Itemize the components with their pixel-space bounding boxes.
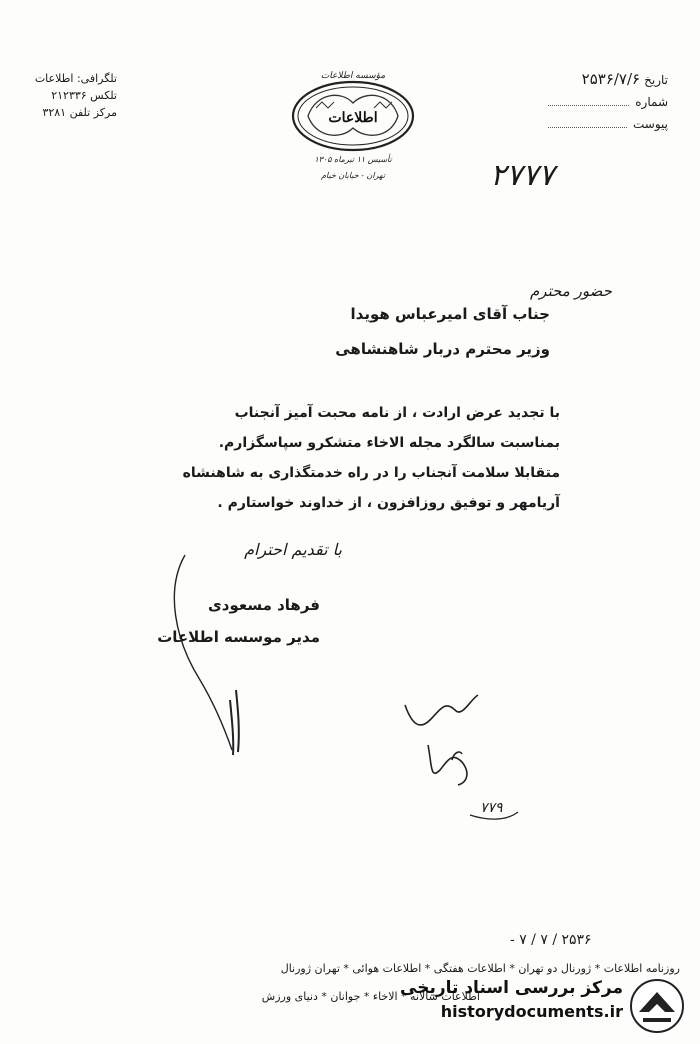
- footer-publications-line1: روزنامه اطلاعات * ژورنال دو تهران * اطلاعات هفتگی * اطلاعات هوائی * تهران ژورنال: [280, 962, 680, 975]
- body-line: بمناسبت سالگرد مجله الاخاء متشکرو سپاسگزارم.: [218, 435, 560, 451]
- signature-stroke: [174, 555, 232, 750]
- emblem-top-text: مؤسسه اطلاعات: [320, 71, 386, 81]
- archive-logo-icon: [629, 978, 685, 1034]
- signatory-name: فرهاد مسعودی: [208, 596, 320, 614]
- attachment-label: پیوست: [633, 117, 668, 131]
- closing-phrase: با تقدیم احترام: [244, 540, 342, 559]
- body-line: متقابلا سلامت آنجناب را در راه خدمتگذاری به شاهنشاه: [182, 465, 560, 481]
- archive-watermark: [400, 978, 695, 1038]
- body-line: آریامهر و توفیق روزافزون ، از خداوند خواستارم .: [217, 495, 560, 511]
- body-line: با تجدید عرض ارادت ، از نامه محبت آمیز آنجناب: [234, 405, 560, 421]
- date-label: تاریخ: [644, 73, 668, 87]
- signature-stroke: [230, 690, 239, 755]
- bottom-date: ۲۵۳۶ / ۷ / ۷ -: [510, 932, 592, 948]
- emblem-address-text: تهران - خیابان خیام: [321, 171, 385, 180]
- recipient-name: جناب آقای امیرعباس هویدا: [350, 305, 550, 323]
- date-value: ۲۵۳۶/۷/۶: [581, 70, 641, 88]
- signatory-title: مدیر موسسه اطلاعات: [157, 628, 320, 646]
- recipient-title: وزیر محترم دربار شاهنشاهی: [335, 340, 550, 358]
- phone-line: مرکز تلفن ۳۲۸۱: [42, 106, 117, 120]
- salutation: حضور محترم: [530, 282, 612, 300]
- telex-line: تلکس ۲۱۲۳۳۶: [51, 89, 117, 103]
- watermark-url: historydocuments.ir: [440, 1002, 623, 1021]
- handwritten-reference: ۲۷۷۷: [490, 158, 555, 193]
- footer-publications-line2: اطلاعات سالانه * الاخاء * جوانان * دنیای ورزش: [261, 990, 480, 1003]
- emblem-founded-text: تأسیس ۱۱ تیرماه ۱۳۰۵: [314, 155, 392, 164]
- emblem-center-text: اطلاعات: [328, 110, 378, 126]
- approval-scrawl: [405, 695, 478, 725]
- approval-scrawl: [428, 745, 467, 785]
- number-label: شماره: [635, 95, 668, 109]
- marginalia-number: ۷۷۹: [480, 800, 503, 816]
- telegraph-line: تلگرافی: اطلاعات: [34, 72, 117, 85]
- watermark-title: مرکز بررسی اسناد تاریخی: [400, 978, 623, 998]
